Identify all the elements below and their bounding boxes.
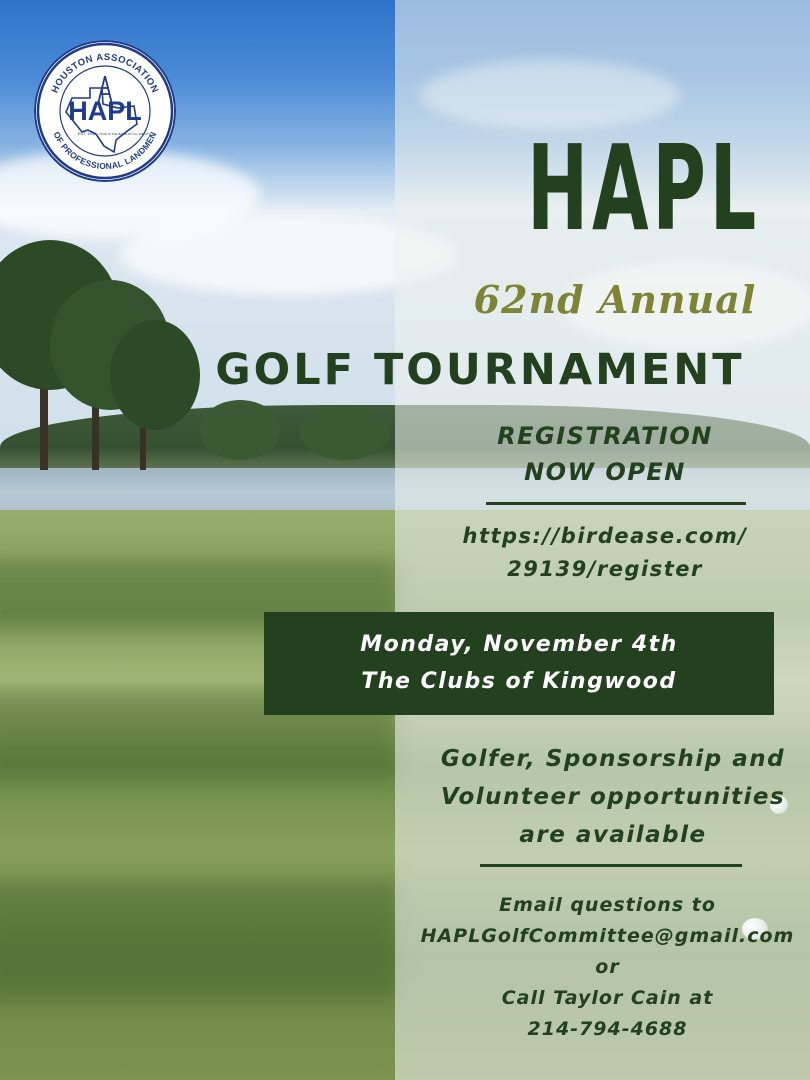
url-line1[interactable]: https://birdease.com/ bbox=[462, 524, 748, 548]
svg-text:OF PROFESSIONAL LANDMEN: OF PROFESSIONAL LANDMEN bbox=[51, 130, 159, 172]
tree-foliage bbox=[110, 320, 200, 430]
tree-foliage bbox=[200, 400, 280, 460]
tree-foliage bbox=[300, 405, 390, 460]
annual-subtitle: 62nd Annual bbox=[473, 277, 757, 322]
contact-or: or bbox=[595, 956, 620, 978]
svg-text:EST. 1946: EST. 1946 bbox=[77, 131, 97, 136]
registration-url[interactable] bbox=[430, 520, 780, 586]
org-title: HAPL bbox=[527, 119, 760, 257]
contact-call: Call Taylor Cain at bbox=[501, 987, 714, 1009]
opportunities-line3: are available bbox=[519, 822, 707, 848]
contact-info bbox=[405, 890, 810, 1045]
divider bbox=[486, 502, 746, 505]
hapl-logo bbox=[34, 40, 176, 182]
svg-text:HOUSTON ASSOCIATION: HOUSTON ASSOCIATION bbox=[49, 51, 161, 95]
grass-shadow bbox=[0, 880, 400, 1000]
contact-email[interactable]: HAPLGolfCommittee@gmail.com bbox=[420, 925, 795, 947]
opportunities-line2: Volunteer opportunities bbox=[440, 784, 786, 810]
registration-line2: NOW OPEN bbox=[524, 458, 686, 486]
event-date: Monday, November 4th bbox=[360, 632, 678, 657]
event-details bbox=[264, 626, 774, 700]
registration-status bbox=[440, 418, 770, 490]
url-line2[interactable]: 29139/register bbox=[507, 557, 703, 581]
registration-line1: REGISTRATION bbox=[497, 422, 713, 450]
svg-text:LAND IS THE BASIS OF ALL WEALT: LAND IS THE BASIS OF ALL WEALTH bbox=[98, 132, 152, 136]
event-title: GOLF TOURNAMENT bbox=[215, 345, 745, 395]
logo-seal-icon bbox=[34, 40, 176, 182]
opportunities-text bbox=[418, 740, 808, 854]
divider bbox=[480, 864, 742, 867]
opportunities-line1: Golfer, Sponsorship and bbox=[440, 746, 786, 772]
contact-phone[interactable]: 214-794-4688 bbox=[527, 1018, 688, 1040]
svg-text:HAPL: HAPL bbox=[68, 96, 142, 126]
event-venue: The Clubs of Kingwood bbox=[361, 669, 677, 694]
contact-line1: Email questions to bbox=[499, 894, 716, 916]
